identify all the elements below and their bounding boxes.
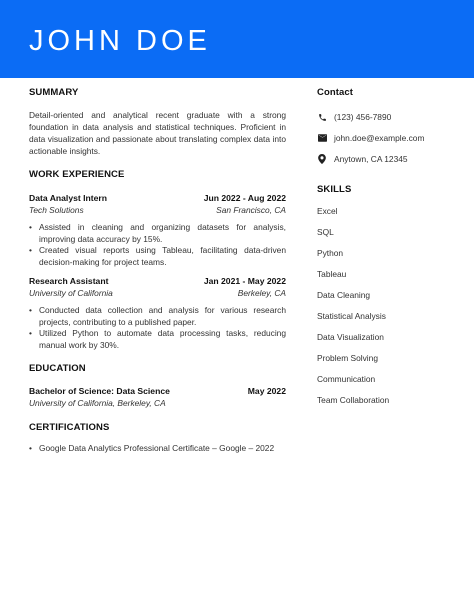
education-section — [29, 363, 286, 409]
phone-icon — [317, 112, 327, 122]
certifications-list — [29, 443, 286, 455]
summary-section — [29, 87, 286, 157]
list-item: Team Collaboration — [317, 395, 390, 405]
job-entry — [29, 275, 286, 351]
contact-heading: Contact — [317, 87, 354, 98]
list-item: Statistical Analysis — [317, 311, 386, 321]
list-item: Data Visualization — [317, 332, 384, 342]
list-item: Python — [317, 248, 344, 258]
certifications-heading: CERTIFICATIONS — [29, 422, 110, 433]
work-experience-heading: WORK EXPERIENCE — [29, 169, 125, 180]
certifications-section — [29, 422, 286, 455]
list-item: SQL — [317, 227, 334, 237]
job-location: San Francisco, CA — [216, 205, 286, 215]
contact-phone — [317, 111, 462, 123]
job-organization: University of California — [29, 288, 113, 298]
skills-list — [317, 205, 462, 415]
job-bullets — [29, 305, 286, 351]
phone-number[interactable]: (123) 456-7890 — [334, 112, 392, 122]
contact-email — [317, 132, 462, 144]
list-item: • Assisted in cleaning and organizing datasets for analysis, improving data accuracy by 15%. — [29, 222, 286, 245]
email-address[interactable]: john.doe@example.com — [334, 133, 425, 143]
list-item: • Created visual reports using Tableau, facilitating data-driven decision-making for project teams. — [29, 245, 286, 268]
envelope-icon — [317, 133, 327, 143]
job-dates: Jan 2021 - May 2022 — [203, 276, 286, 286]
header-banner — [0, 0, 474, 78]
work-experience-section — [29, 169, 286, 351]
list-item: Tableau — [317, 269, 347, 279]
contact-section — [317, 87, 462, 165]
summary-text: Detail-oriented and analytical recent graduate with a strong foundation in data analysis and statistical techniques. Proficient in data visualization and passionate about translating complex data into actionable insights. — [29, 110, 286, 156]
map-pin-icon — [317, 154, 327, 164]
sidebar-column — [317, 87, 462, 415]
school: University of California, Berkeley, CA — [29, 398, 166, 408]
list-item: • Conducted data collection and analysis for various research projects, contributing to a published paper. — [29, 305, 286, 328]
list-item: Data Cleaning — [317, 290, 371, 300]
list-item: • Google Data Analytics Professional Certificate – Google – 2022 — [29, 443, 286, 455]
skills-section — [317, 184, 462, 415]
list-item: Problem Solving — [317, 353, 378, 363]
candidate-name: JOHN DOE — [29, 25, 211, 57]
job-bullets — [29, 222, 286, 268]
skills-heading: SKILLS — [317, 184, 352, 195]
job-title: Data Analyst Intern — [29, 193, 107, 203]
job-entry — [29, 192, 286, 268]
job-organization: Tech Solutions — [29, 205, 84, 215]
contact-location — [317, 153, 462, 165]
job-title: Research Assistant — [29, 276, 109, 286]
list-item: Excel — [317, 206, 338, 216]
list-item: Communication — [317, 374, 376, 384]
job-location: Berkeley, CA — [237, 288, 286, 298]
location-text: Anytown, CA 12345 — [334, 154, 408, 164]
graduation-date: May 2022 — [247, 386, 286, 396]
degree: Bachelor of Science: Data Science — [29, 386, 170, 396]
summary-heading: SUMMARY — [29, 87, 79, 98]
list-item: • Utilized Python to automate data processing tasks, reducing manual work by 30%. — [29, 328, 286, 351]
job-dates: Jun 2022 - Aug 2022 — [203, 193, 286, 203]
education-heading: EDUCATION — [29, 363, 86, 374]
main-column — [29, 87, 286, 455]
